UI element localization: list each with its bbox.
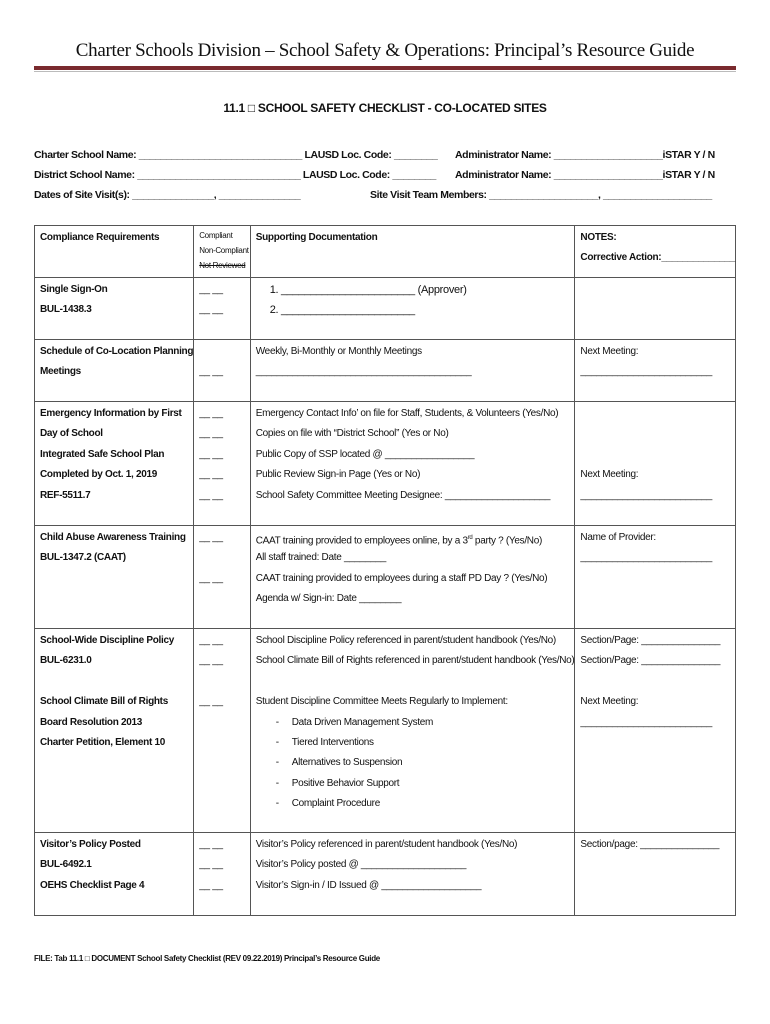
status-marks[interactable]: __ __	[199, 304, 223, 316]
status-marks[interactable]: __ __	[199, 859, 223, 871]
notes-line: _________________________	[580, 552, 712, 564]
doc-line: School Discipline Policy referenced in parent/student handbook (Yes/No)	[255, 635, 556, 646]
notes-line: Section/Page: _______________	[580, 635, 721, 646]
table-header-row	[35, 226, 736, 278]
doc-line: Public Copy of SSP located @ _________________	[255, 448, 475, 460]
requirement-text: Single Sign-On	[40, 284, 108, 295]
notes-line: Section/Page: _______________	[580, 655, 721, 667]
requirement-text: Completed by Oct. 1, 2019	[40, 469, 157, 481]
doc-line: _________________________________________	[255, 366, 472, 378]
notes-line: _________________________	[580, 489, 712, 501]
requirement-text: Meetings	[40, 366, 81, 378]
requirement-text: BUL-6231.0	[40, 655, 92, 667]
doc-line: Agenda w/ Sign-in: Date ________	[255, 593, 402, 605]
doc-line: CAAT training provided to employees online, by a 3rd party ? (Yes/No)	[255, 535, 543, 547]
checklist-table	[34, 225, 736, 916]
notes-line: _________________________	[580, 366, 712, 378]
status-marks[interactable]: __ __	[199, 448, 223, 460]
doc-line: Student Discipline Committee Meets Regularly to Implement:	[255, 696, 508, 708]
status-marks[interactable]: __ __	[199, 879, 223, 891]
doc-line: Copies on file with “District School” (Yes or No)	[255, 428, 449, 440]
header-compliant: Compliant	[199, 231, 233, 240]
doc-line: All staff trained: Date ________	[255, 552, 387, 564]
header-noncompliant: Non-Compliant	[199, 246, 249, 255]
status-marks[interactable]: __ __	[199, 572, 223, 584]
notes-line: Section/page: _______________	[580, 839, 720, 850]
requirement-text: REF-5511.7	[40, 489, 91, 501]
header-notes: NOTES:	[580, 232, 617, 243]
status-marks[interactable]: __ __	[199, 408, 223, 419]
list-item: - Tiered Interventions	[275, 736, 374, 748]
header-corrective-action: Corrective Action:______________	[580, 252, 735, 264]
doc-line: School Climate Bill of Rights referenced in parent/student handbook (Yes/No)	[255, 655, 575, 667]
charter-school-info: Charter School Name: ______________________________ LAUSD Loc. Code: ________	[34, 149, 438, 161]
notes-line: Next Meeting:	[580, 696, 639, 708]
status-marks[interactable]: __ __	[199, 428, 223, 440]
page-header-title: Charter Schools Division – School Safety & Operations: Principal’s Resource Guide	[75, 40, 695, 61]
list-item: - Alternatives to Suspension	[275, 757, 403, 769]
requirement-text: Child Abuse Awareness Training	[40, 532, 186, 543]
status-marks[interactable]: __ __	[199, 532, 223, 543]
requirement-text: Charter Petition, Element 10	[40, 736, 165, 748]
footer-file-label: FILE: Tab 11.1 □ DOCUMENT School Safety Checklist (REV 09.22.2019) Principal’s Resource Guide	[34, 954, 380, 963]
table-row	[35, 526, 736, 629]
status-marks[interactable]: __ __	[199, 696, 223, 708]
doc-line: Visitor’s Sign-in / ID Issued @ ___________________	[255, 879, 482, 891]
doc-line: School Safety Committee Meeting Designee: ____________________	[255, 489, 551, 501]
header-rule-thin	[34, 71, 736, 72]
district-admin-info: Administrator Name: ____________________iSTAR Y / N	[455, 169, 715, 181]
requirement-text: BUL-1438.3	[40, 304, 92, 316]
notes-line: _________________________	[580, 716, 712, 728]
requirement-text: Schedule of Co-Location Planning	[40, 346, 194, 357]
site-visit-dates: Dates of Site Visit(s): _______________, _______________	[34, 189, 301, 201]
list-item: - Positive Behavior Support	[275, 777, 400, 789]
status-marks[interactable]: __ __	[199, 489, 223, 501]
header-notreviewed: Not Reviewed	[199, 261, 246, 270]
table-row	[35, 340, 736, 402]
requirement-text: OEHS Checklist Page 4	[40, 879, 145, 891]
table-row	[35, 278, 736, 340]
table-row	[35, 833, 736, 916]
notes-line: Next Meeting:	[580, 346, 639, 357]
status-marks[interactable]: __ __	[199, 284, 223, 295]
notes-line: Next Meeting:	[580, 469, 639, 481]
doc-line: Visitor’s Policy referenced in parent/student handbook (Yes/No)	[255, 839, 518, 850]
status-marks[interactable]: __ __	[199, 366, 223, 378]
list-item: - Complaint Procedure	[275, 798, 380, 810]
requirement-text: BUL-1347.2 (CAAT)	[40, 552, 126, 564]
doc-line: 2. _______________________	[269, 304, 415, 317]
status-marks[interactable]: __ __	[199, 839, 223, 850]
requirement-text: School-Wide Discipline Policy	[40, 635, 175, 646]
charter-admin-info: Administrator Name: ____________________iSTAR Y / N	[455, 149, 715, 161]
requirement-text: Integrated Safe School Plan	[40, 448, 165, 460]
header-supporting-docs: Supporting Documentation	[255, 232, 378, 243]
header-compliance: Compliance Requirements	[40, 232, 160, 243]
requirement-text: School Climate Bill of Rights	[40, 696, 168, 708]
doc-line: CAAT training provided to employees during a staff PD Day ? (Yes/No)	[255, 572, 548, 584]
notes-line: Name of Provider:	[580, 532, 656, 543]
requirement-text: Emergency Information by First	[40, 408, 182, 419]
requirement-text: Day of School	[40, 428, 103, 440]
doc-line: Weekly, Bi-Monthly or Monthly Meetings	[255, 346, 422, 357]
district-school-info: District School Name: ______________________________ LAUSD Loc. Code: ________	[34, 169, 436, 181]
list-item: - Data Driven Management System	[275, 716, 434, 728]
table-row	[35, 402, 736, 526]
requirement-text: Board Resolution 2013	[40, 716, 143, 728]
header-rule	[34, 66, 736, 70]
status-marks[interactable]: __ __	[199, 635, 223, 646]
doc-line: Emergency Contact Info’ on file for Staff, Students, & Volunteers (Yes/No)	[255, 408, 559, 419]
requirement-text: BUL-6492.1	[40, 859, 92, 871]
table-row	[35, 629, 736, 833]
status-marks[interactable]	[199, 342, 250, 362]
site-visit-team: Site Visit Team Members: ____________________, ____________________	[370, 189, 712, 201]
status-marks[interactable]: __ __	[199, 655, 223, 667]
requirement-text: Visitor’s Policy Posted	[40, 839, 141, 850]
status-marks[interactable]: __ __	[199, 469, 223, 481]
doc-line: Public Review Sign-in Page (Yes or No)	[255, 469, 421, 481]
doc-line: Visitor’s Policy posted @ ____________________	[255, 859, 467, 871]
section-title: 11.1 □ SCHOOL SAFETY CHECKLIST - CO-LOCATED SITES	[223, 101, 547, 115]
doc-line: 1. _______________________ (Approver)	[269, 284, 467, 296]
